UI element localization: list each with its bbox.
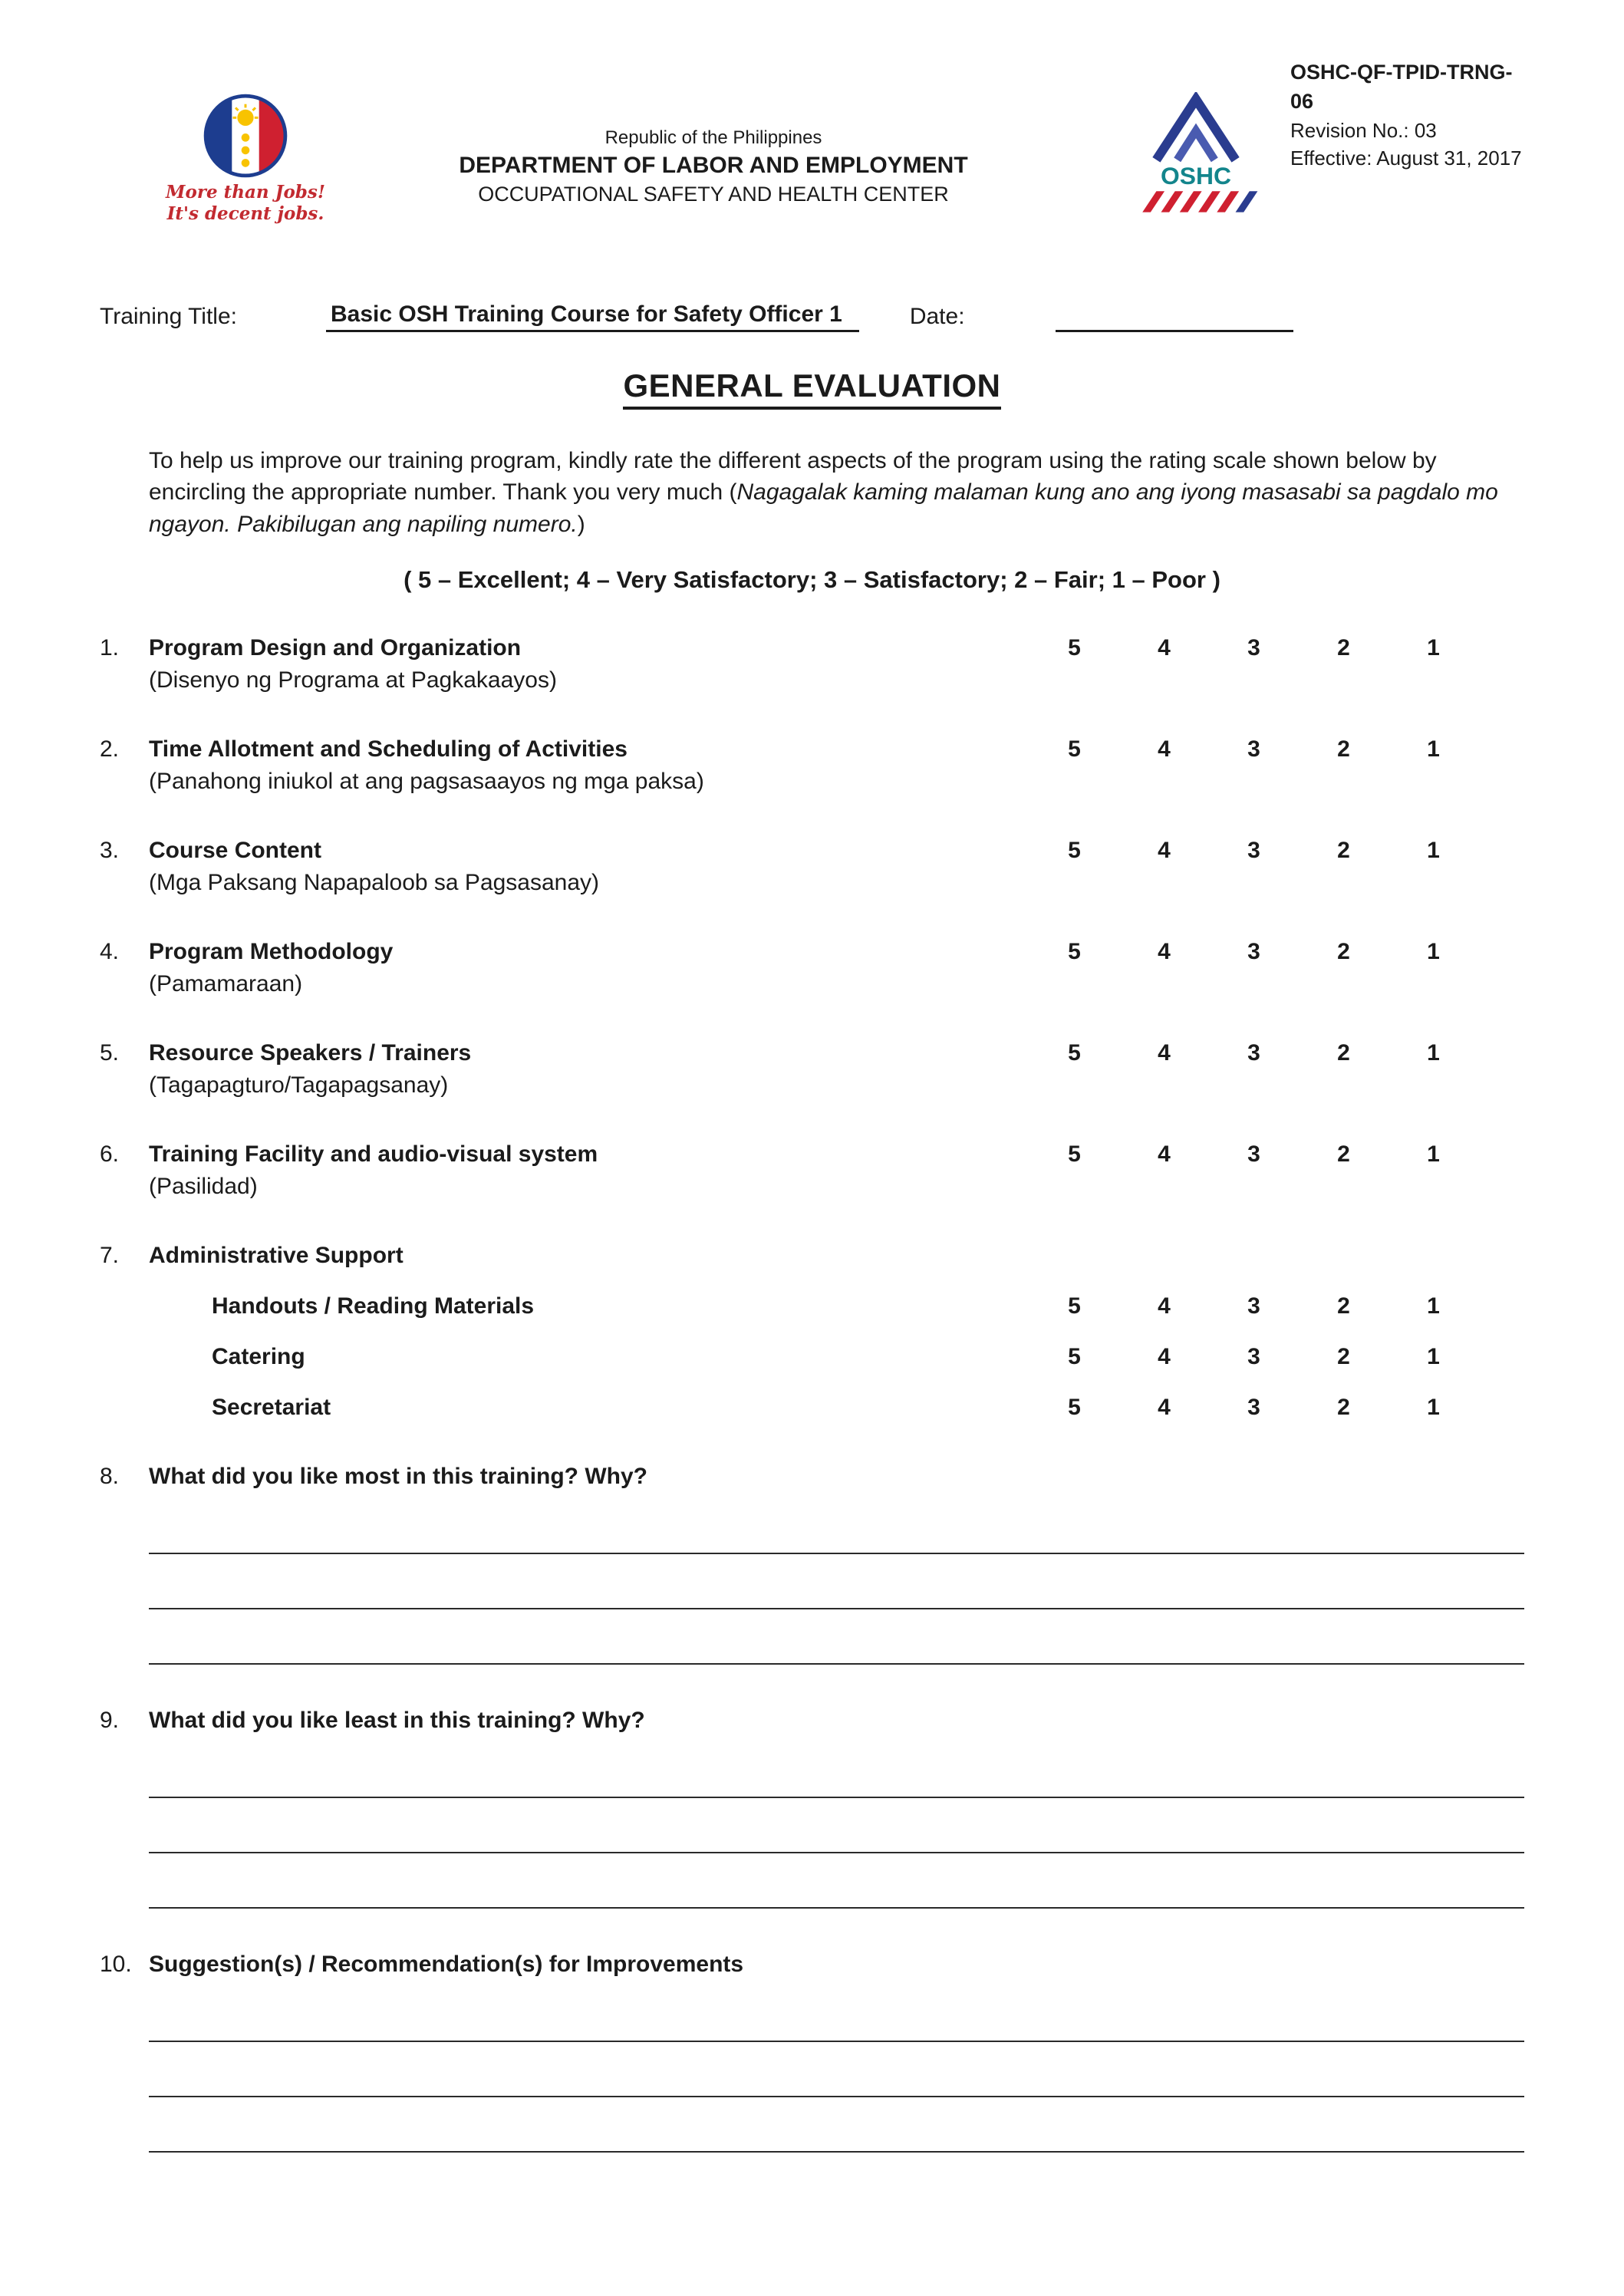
item-number: 3.: [100, 838, 120, 864]
center-line: OCCUPATIONAL SAFETY AND HEALTH CENTER: [478, 183, 949, 206]
rating-item-6: [100, 1141, 1524, 1200]
item-title: Course Content: [149, 838, 321, 864]
page-title-wrap: [100, 367, 1524, 410]
answer-lines: [149, 1987, 1524, 2153]
rating-1: 1: [1427, 635, 1440, 661]
rating-item-1: [100, 635, 1524, 693]
question-title: Suggestion(s) / Recommendation(s) for Improvements: [149, 1952, 744, 1978]
rating-2: 2: [1337, 1141, 1350, 1168]
rating-item-3: [100, 838, 1524, 896]
rating-options-row: [1029, 1141, 1478, 1168]
rating-5: 5: [1068, 1293, 1081, 1319]
rating-items: [100, 635, 1524, 2153]
intro-paragraph: [149, 445, 1530, 540]
rating-4: 4: [1158, 736, 1171, 763]
subitem-handouts: [100, 1293, 1524, 1319]
item-number: 10.: [100, 1952, 132, 1978]
answer-line: [149, 2042, 1524, 2097]
rating-4: 4: [1158, 1293, 1171, 1319]
answer-lines: [149, 1499, 1524, 1665]
oshc-logo-text: OSHC: [1160, 162, 1232, 190]
question-9: [100, 1708, 1524, 1909]
rating-1: 1: [1427, 1040, 1440, 1066]
rating-5: 5: [1068, 736, 1081, 763]
rating-1: 1: [1427, 1395, 1440, 1421]
question-title: What did you like least in this training? Why?: [149, 1708, 645, 1734]
answer-line: [149, 1609, 1524, 1665]
training-title-value: Basic OSH Training Course for Safety Officer 1: [326, 301, 859, 332]
rating-1: 1: [1427, 1141, 1440, 1168]
question-8: [100, 1464, 1524, 1665]
item-title: Time Allotment and Scheduling of Activities: [149, 736, 628, 763]
rating-options-row: [1029, 1040, 1478, 1066]
form-effective-date: Effective: August 31, 2017: [1290, 146, 1522, 170]
rating-5: 5: [1068, 1040, 1081, 1066]
rating-options-row: [1029, 635, 1478, 661]
dole-tagline-line1: More than Jobs!: [166, 182, 325, 203]
rating-scale-legend: ( 5 – Excellent; 4 – Very Satisfactory; 3 – Satisfactory; 2 – Fair; 1 – Poor ): [404, 566, 1220, 594]
answer-line: [149, 2097, 1524, 2153]
intro-text-tagalog: Nagagalak kaming malaman kung ano ang iyong masasabi sa pagdalo mo ngayon. Pakibilugan ang napiling numero.: [149, 479, 1498, 537]
item-subtitle: (Mga Paksang Napapaloob sa Pagsasanay): [149, 870, 600, 896]
item-number: 2.: [100, 736, 120, 763]
item-subtitle: (Panahong iniukol at ang pagsasaayos ng mga paksa): [149, 769, 704, 795]
rating-5: 5: [1068, 1141, 1081, 1168]
rating-5: 5: [1068, 838, 1081, 864]
training-title-row: [100, 301, 1524, 332]
rating-3: 3: [1247, 1040, 1260, 1066]
oshc-logo: [1126, 92, 1266, 215]
rating-1: 1: [1427, 1293, 1440, 1319]
form-code: OSHC-QF-TPID-TRNG-06: [1290, 61, 1513, 113]
answer-line: [149, 1853, 1524, 1909]
rating-1: 1: [1427, 736, 1440, 763]
intro-text: To help us improve our training program, kindly rate the different aspects of the program using the rating scale shown below by encircling the appropriate number. Thank you very much (: [149, 448, 1437, 506]
rating-4: 4: [1158, 635, 1171, 661]
rating-5: 5: [1068, 635, 1081, 661]
rating-2: 2: [1337, 1293, 1350, 1319]
rating-2: 2: [1337, 736, 1350, 763]
rating-item-5: [100, 1040, 1524, 1099]
item-title: Program Methodology: [149, 939, 394, 965]
subitem-secretariat: [100, 1395, 1524, 1421]
rating-3: 3: [1247, 838, 1260, 864]
department-line: DEPARTMENT OF LABOR AND EMPLOYMENT: [459, 153, 968, 178]
rating-options-row: [1029, 838, 1478, 864]
rating-2: 2: [1337, 838, 1350, 864]
rating-options-row: [1029, 736, 1478, 763]
dole-logo: [161, 91, 330, 225]
rating-options-row: [1029, 1293, 1478, 1319]
question-title: What did you like most in this training? Why?: [149, 1464, 647, 1490]
rating-3: 3: [1247, 939, 1260, 965]
subitem-label: Catering: [212, 1344, 305, 1370]
item-subtitle: (Pamamaraan): [149, 971, 303, 997]
subitem-label: Handouts / Reading Materials: [212, 1293, 535, 1319]
rating-1: 1: [1427, 1344, 1440, 1370]
date-label: Date:: [909, 304, 965, 329]
item-number: 5.: [100, 1040, 120, 1066]
answer-line: [149, 1987, 1524, 2042]
training-title-label: Training Title:: [100, 304, 237, 329]
intro-close-paren: ): [577, 511, 585, 537]
rating-5: 5: [1068, 1344, 1081, 1370]
rating-4: 4: [1158, 1141, 1171, 1168]
item-subtitle: (Tagapagturo/Tagapagsanay): [149, 1072, 449, 1099]
rating-4: 4: [1158, 1040, 1171, 1066]
item-title: Resource Speakers / Trainers: [149, 1040, 472, 1066]
subitem-label: Secretariat: [212, 1395, 331, 1421]
document-header: [100, 0, 1524, 265]
rating-4: 4: [1158, 1395, 1171, 1421]
rating-options-row: [1029, 1344, 1478, 1370]
item-number: 7.: [100, 1243, 120, 1269]
rating-2: 2: [1337, 1344, 1350, 1370]
subitem-catering: [100, 1344, 1524, 1370]
rating-3: 3: [1247, 1293, 1260, 1319]
date-blank-line: [1056, 306, 1293, 332]
rating-2: 2: [1337, 635, 1350, 661]
item-title: Administrative Support: [149, 1243, 404, 1269]
answer-line: [149, 1798, 1524, 1853]
rating-2: 2: [1337, 1395, 1350, 1421]
dole-tagline-line2: It's decent jobs.: [166, 203, 324, 225]
rating-4: 4: [1158, 939, 1171, 965]
rating-1: 1: [1427, 838, 1440, 864]
answer-line: [149, 1554, 1524, 1609]
rating-5: 5: [1068, 1395, 1081, 1421]
rating-options-row: [1029, 1395, 1478, 1421]
answer-line: [149, 1743, 1524, 1798]
rating-2: 2: [1337, 1040, 1350, 1066]
dole-seal-icon: [200, 91, 291, 181]
rating-3: 3: [1247, 1395, 1260, 1421]
item-number: 8.: [100, 1464, 120, 1490]
rating-3: 3: [1247, 635, 1260, 661]
question-10: [100, 1952, 1524, 2153]
item-number: 4.: [100, 939, 120, 965]
item-subtitle: (Pasilidad): [149, 1174, 258, 1200]
rating-4: 4: [1158, 838, 1171, 864]
rating-item-4: [100, 939, 1524, 997]
rating-3: 3: [1247, 1141, 1260, 1168]
rating-options-row: [1029, 939, 1478, 965]
rating-1: 1: [1427, 939, 1440, 965]
item-number: 9.: [100, 1708, 120, 1734]
rating-item-2: [100, 736, 1524, 795]
rating-3: 3: [1247, 736, 1260, 763]
answer-line: [149, 1499, 1524, 1554]
rating-item-7: [100, 1243, 1524, 1421]
item-subtitle: (Disenyo ng Programa at Pagkakaayos): [149, 667, 557, 693]
rating-3: 3: [1247, 1344, 1260, 1370]
form-meta-block: [1290, 58, 1524, 172]
item-title: Program Design and Organization: [149, 635, 522, 661]
form-revision: Revision No.: 03: [1290, 118, 1437, 142]
oshc-logo-icon: [1126, 92, 1266, 215]
item-title: Training Facility and audio-visual system: [149, 1141, 598, 1168]
rating-2: 2: [1337, 939, 1350, 965]
page-title: GENERAL EVALUATION: [623, 367, 1000, 410]
agency-title-block: [330, 127, 1097, 206]
republic-line: Republic of the Philippines: [604, 127, 822, 148]
answer-lines: [149, 1743, 1524, 1909]
item-number: 6.: [100, 1141, 120, 1168]
item-number: 1.: [100, 635, 120, 661]
rating-4: 4: [1158, 1344, 1171, 1370]
rating-5: 5: [1068, 939, 1081, 965]
